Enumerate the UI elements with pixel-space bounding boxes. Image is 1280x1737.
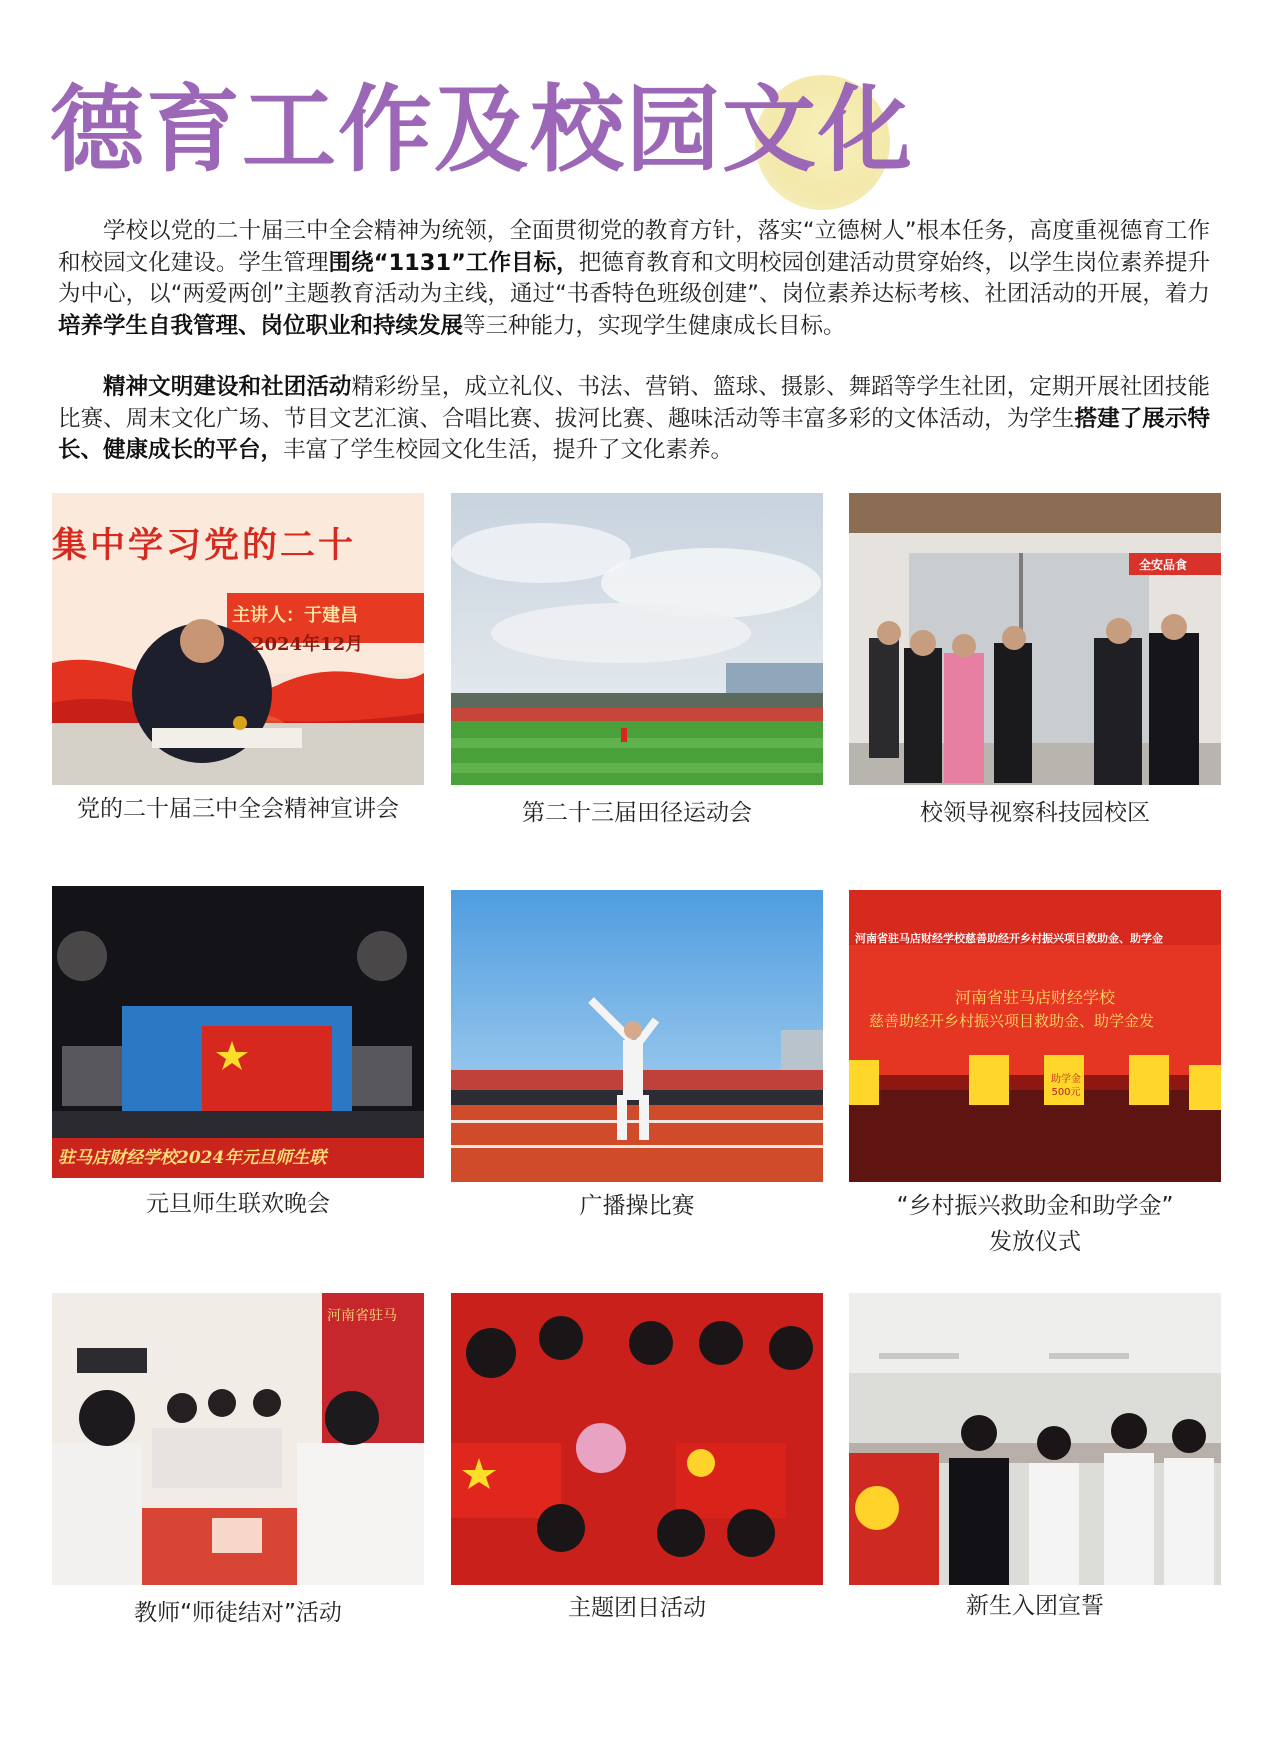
para1-text-1: 学校以党的二十届三中全会精神为统领，全面贯彻党的教育方针，落实“立德树人”根本任务，高度重视德育工作和校园文化建设。学生管理 — [58, 218, 1210, 276]
caption-new-year-gala: 元旦师生联欢晚会 — [146, 1191, 330, 1217]
page-title: 德育工作及校园文化 — [50, 76, 915, 185]
caption-scholarship-line1: “乡村振兴救助金和助学金” — [896, 1193, 1174, 1219]
inspection-sign: 全安品食 — [1139, 558, 1188, 572]
intro-paragraph — [58, 216, 1210, 342]
lecture-banner-line3: 2024年12月 — [252, 634, 364, 655]
caption-broadcast-exercise: 广播操比赛 — [579, 1193, 695, 1219]
para2-bold-2: 搭建了展示特长、健康成长的平台， — [58, 405, 1210, 463]
photo-sports-meet — [451, 493, 823, 785]
para2-text-2: 丰富了学生校园文化生活，提升了文化素养。 — [283, 437, 734, 463]
gala-banner: 驻马店财经学校2024年元旦师生联 — [58, 1148, 327, 1168]
caption-lecture: 党的二十届三中全会精神宣讲会 — [77, 796, 399, 822]
board-label: 助学金 — [1051, 1074, 1081, 1085]
scholarship-board — [1049, 1073, 1083, 1099]
photo-lecture — [52, 493, 424, 785]
lecture-banner-line1: 集中学习党的二十 — [52, 525, 357, 566]
caption-league-oath: 新生入团宣誓 — [966, 1593, 1104, 1619]
lecture-banner-line2: 主讲人：于建昌 — [232, 605, 358, 626]
para2-text-1: 精彩纷呈，成立礼仪、书法、营销、篮球、摄影、舞蹈等学生社团，定期开展社团技能比赛、周末文化广场、节目文艺汇演、合唱比赛、拔河比赛、趣味活动等丰富多彩的文体活动，为学生 — [58, 374, 1210, 432]
photo-scholarship — [849, 890, 1221, 1182]
para1-text-2: 把德育教育和文明校园创建活动贯穿始终，以学生岗位素养提升为中心，以“两爱两创”主题教育活动为主线，通过“书香特色班级创建”、岗位素养达标考核、社团活动的开展，着力 — [58, 249, 1210, 307]
photo-league-oath — [849, 1293, 1221, 1585]
caption-mentorship: 教师“师徒结对”活动 — [134, 1600, 342, 1626]
caption-league-day: 主题团日活动 — [568, 1595, 706, 1621]
caption-sports-meet: 第二十三届田径运动会 — [522, 800, 752, 826]
para2-bold-1: 精神文明建设和社团活动 — [103, 374, 352, 400]
activities-paragraph — [58, 372, 1210, 467]
scholarship-screen-line2: 慈善助经开乡村振兴项目救助金、助学金发 — [869, 1012, 1155, 1030]
para1-bold-2: 培养学生自我管理、岗位职业和持续发展 — [58, 312, 464, 339]
board-amount: 500元 — [1051, 1087, 1081, 1098]
caption-scholarship — [849, 1188, 1221, 1260]
para1-bold-1: 围绕“1131”工作目标， — [328, 249, 579, 276]
photo-league-day — [451, 1293, 823, 1585]
photo-inspection — [849, 493, 1221, 785]
scholarship-screen-line1: 河南省驻马店财经学校 — [954, 988, 1115, 1007]
caption-scholarship-line2: 发放仪式 — [989, 1229, 1081, 1255]
scholarship-top-banner: 河南省驻马店财经学校慈善助经开乡村振兴项目救助金、助学金 — [855, 932, 1163, 945]
para1-text-3: 等三种能力，实现学生健康成长目标。 — [463, 312, 846, 339]
photo-mentorship — [52, 1293, 424, 1585]
photo-broadcast-exercise — [451, 890, 823, 1182]
mentorship-wall-text: 河南省驻马 — [327, 1308, 397, 1324]
caption-inspection: 校领导视察科技园校区 — [920, 800, 1150, 826]
photo-new-year-gala — [52, 886, 424, 1178]
